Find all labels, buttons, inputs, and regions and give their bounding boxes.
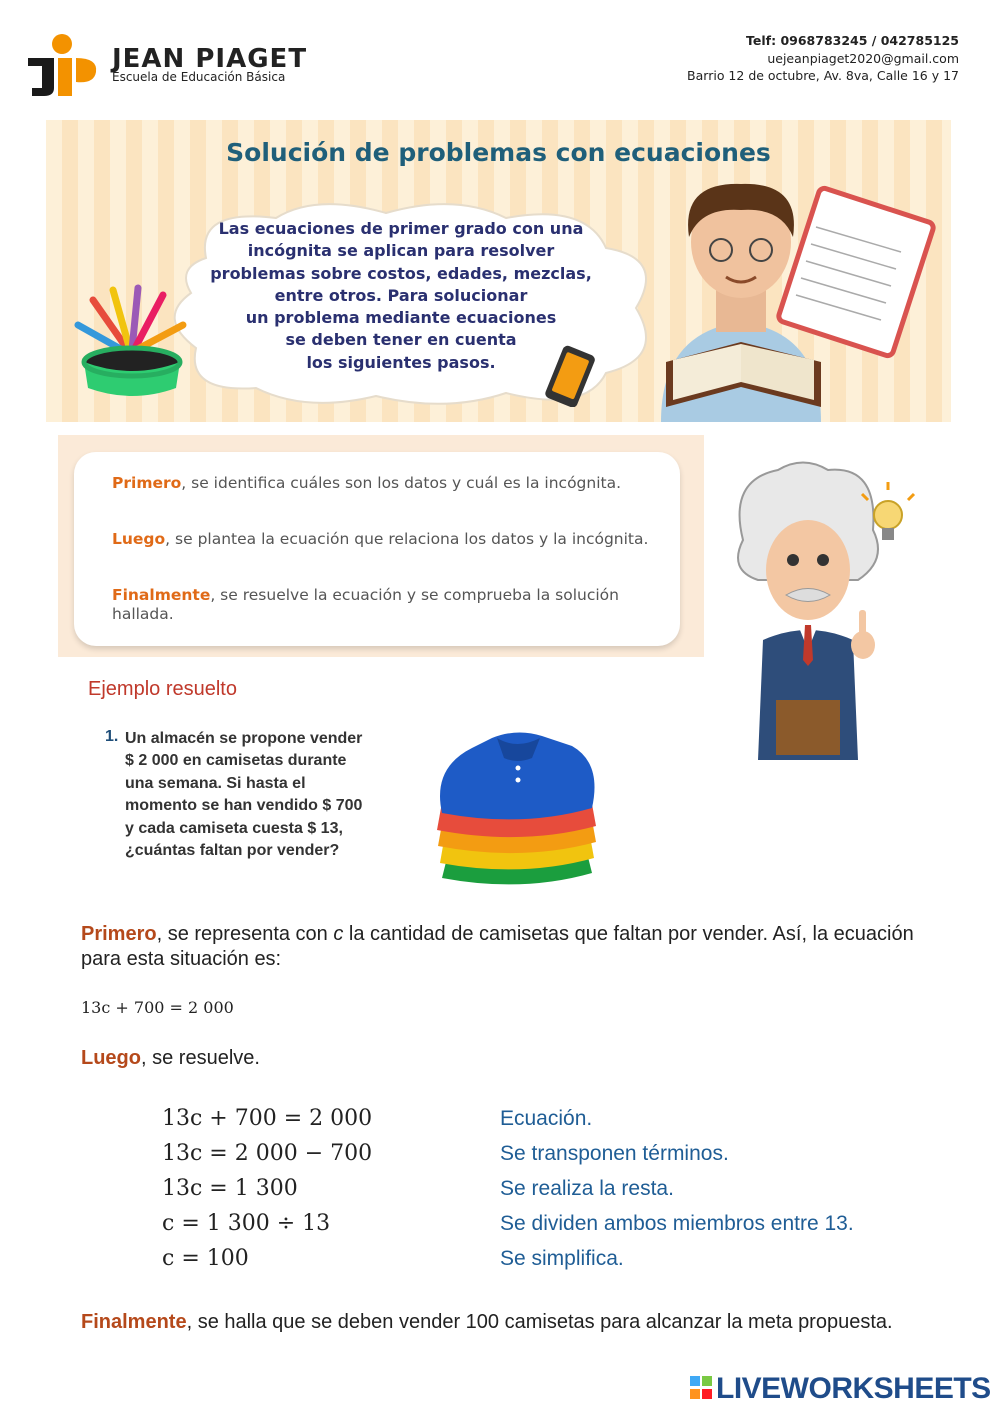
solution-final xyxy=(81,1310,931,1335)
step-first xyxy=(112,474,652,493)
solving-note: Se transponen términos. xyxy=(500,1142,729,1165)
solution-then xyxy=(81,1046,931,1071)
liveworksheets-brand[interactable]: LIVEWORKSHEETS xyxy=(716,1372,991,1405)
problem-number: 1. xyxy=(105,728,119,745)
intro-line: entre otros. Para solucionar xyxy=(274,285,528,305)
boy-reading-illustration xyxy=(621,182,941,422)
intro-banner xyxy=(46,120,951,422)
solving-note: Se simplifica. xyxy=(500,1247,624,1270)
main-equation: 13c + 700 = 2 000 xyxy=(81,998,234,1017)
intro-line: problemas sobre costos, edades, mezclas, xyxy=(210,263,592,283)
intro-line: Las ecuaciones de primer grado con una xyxy=(218,219,584,238)
solution-keyword: Luego xyxy=(81,1047,141,1069)
step-text: , se resuelve la ecuación y se comprueba la solución hallada. xyxy=(112,586,619,623)
solving-equation: c = 100 xyxy=(162,1246,249,1271)
banner-title: Solución de problemas con ecuaciones xyxy=(226,138,771,167)
intro-line: se deben tener en cuenta xyxy=(285,330,517,350)
school-logo xyxy=(24,32,102,98)
intro-line: incógnita se aplican para resolver xyxy=(247,241,555,261)
step-keyword: Finalmente xyxy=(112,586,211,604)
solution-text: , se resuelve. xyxy=(141,1047,260,1069)
solution-text: , se representa con xyxy=(156,923,334,945)
solving-note: Se realiza la resta. xyxy=(500,1177,674,1200)
einstein-illustration xyxy=(728,460,918,770)
contact-address: Barrio 12 de octubre, Av. 8va, Calle 16 y 17 xyxy=(687,68,959,83)
solution-text: la cantidad de camisetas que faltan por vender. Así, la ecuación para esta situación es: xyxy=(81,923,914,970)
solving-equation: 13c = 1 300 xyxy=(162,1176,298,1201)
solving-note: Se dividen ambos miembros entre 13. xyxy=(500,1212,854,1235)
solving-equation: 13c = 2 000 − 700 xyxy=(162,1141,373,1166)
example-heading: Ejemplo resuelto xyxy=(88,678,237,700)
step-keyword: Primero xyxy=(112,474,182,492)
solving-note: Ecuación. xyxy=(500,1107,593,1130)
phone-illustration xyxy=(541,345,601,407)
solution-text: , se halla que se deben vender 100 camisetas para alcanzar la meta propuesta. xyxy=(186,1311,893,1333)
pencil-cup-illustration xyxy=(68,280,198,400)
solution-keyword: Primero xyxy=(81,923,157,945)
solution-keyword: Finalmente xyxy=(81,1311,187,1333)
intro-line: los siguientes pasos. xyxy=(306,352,496,372)
school-name: JEAN PIAGET xyxy=(112,44,308,74)
variable-c: c xyxy=(333,923,344,945)
solving-equation: 13c + 700 = 2 000 xyxy=(162,1106,373,1131)
solution-first xyxy=(81,922,931,972)
liveworksheets-logo-icon xyxy=(690,1376,714,1402)
contact-email: uejeanpiaget2020@gmail.com xyxy=(767,51,959,66)
problem-text: Un almacén se propone vender $ 2 000 en camisetas durante una semana. Si hasta el momento se han vendido $ 700 y cada camiseta cuesta $ 13, ¿cuántas faltan por vender? xyxy=(125,730,363,860)
intro-line: un problema mediante ecuaciones xyxy=(245,308,557,328)
step-text: , se plantea la ecuación que relaciona los datos y la incógnita. xyxy=(165,530,649,548)
step-keyword: Luego xyxy=(112,530,166,548)
step-text: , se identifica cuáles son los datos y cuál es la incógnita. xyxy=(181,474,622,492)
step-finally xyxy=(112,586,652,624)
shirts-illustration xyxy=(432,728,602,890)
school-subtitle: Escuela de Educación Básica xyxy=(112,70,286,84)
step-then xyxy=(112,530,652,549)
contact-phone: Telf: 0968783245 / 042785125 xyxy=(746,33,959,48)
solving-equation: c = 1 300 ÷ 13 xyxy=(162,1211,331,1236)
